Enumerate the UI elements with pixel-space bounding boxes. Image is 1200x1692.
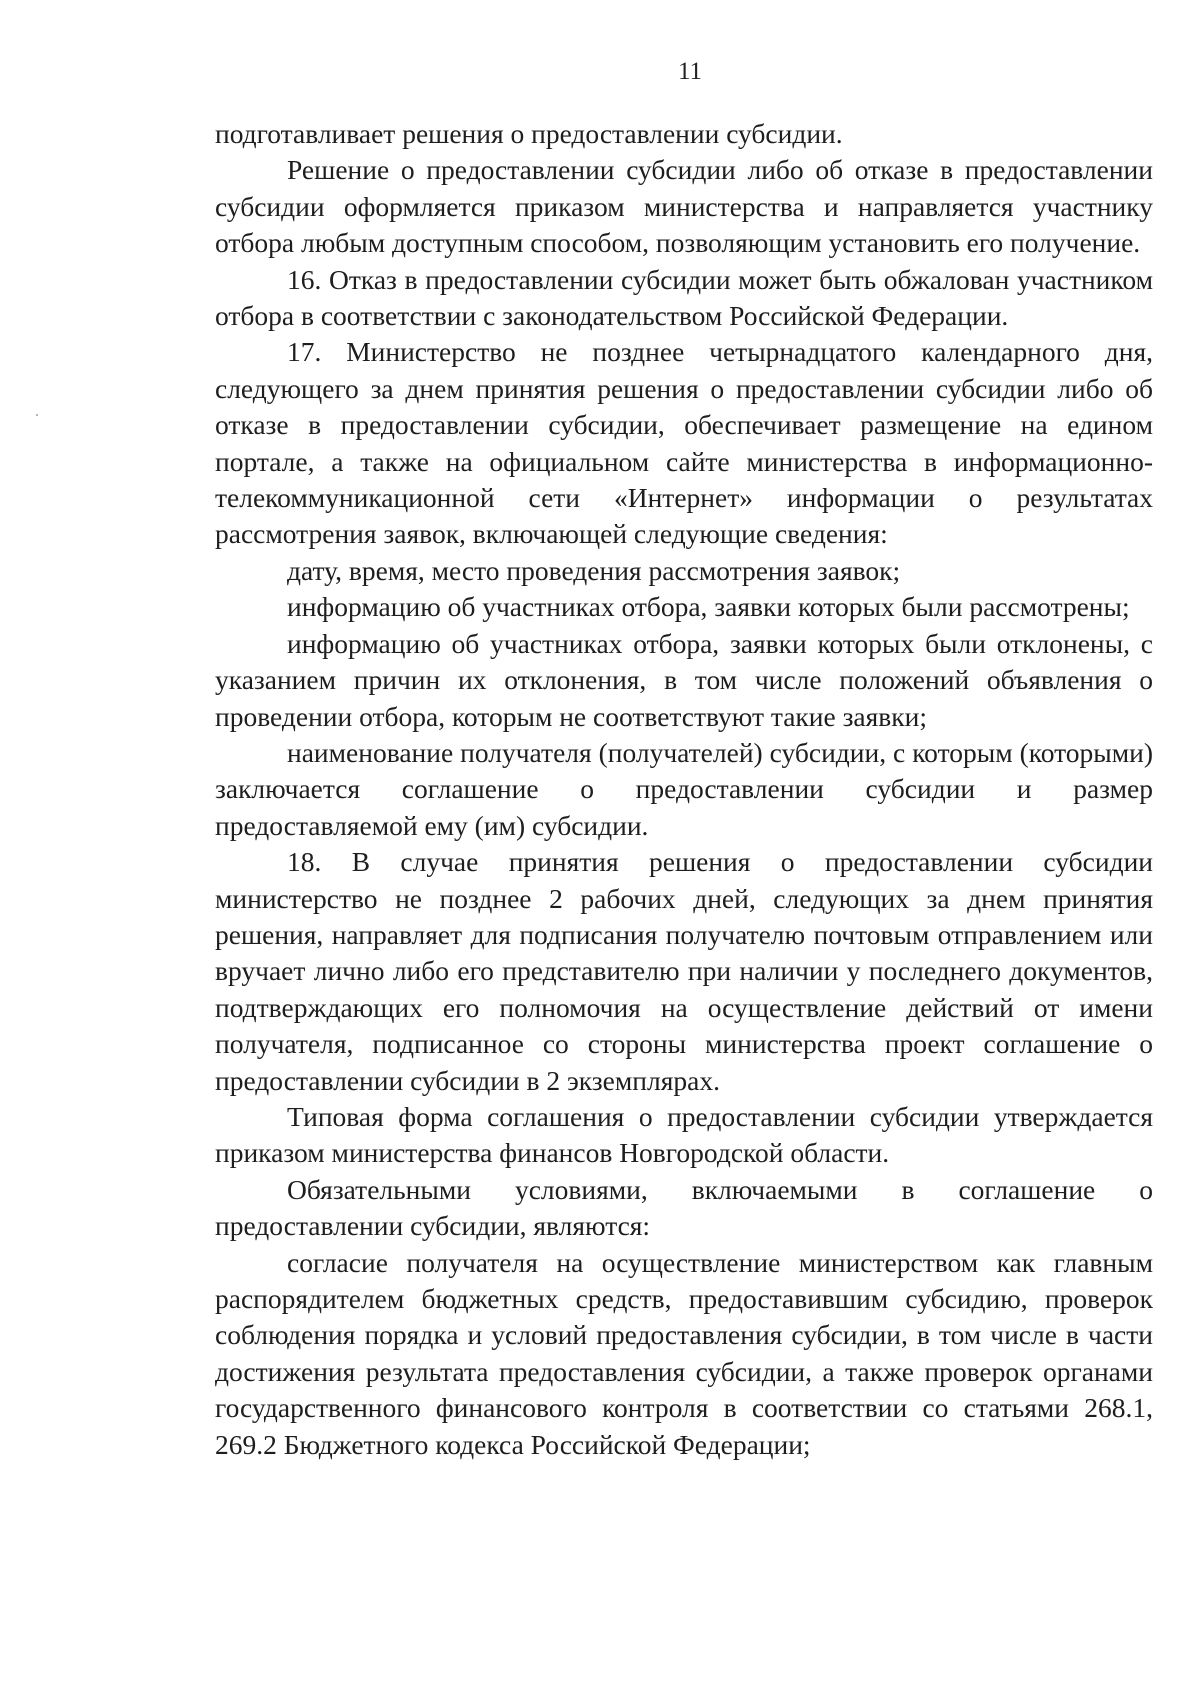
paragraph: Обязательными условиями, включаемыми в соглашение о предоставлении субсидии, являются: [215,1173,1153,1242]
page-number: 11 [677,58,703,85]
list-item: информацию об участниках отбора, заявки которых были отклонены, с указанием причин их отклонения, в том числе положений объявления о проведении отбора, которым не соответствуют такие заявки; [215,627,1153,732]
paragraph-item-18: 18. В случае принятия решения о предоставлении субсидии министерство не позднее 2 рабочих дней, следующих за днем принятия решения, направляет для подписания получателю почтовым отправлением или вручает лично либо его представителю при наличии у последнего документов, подтверждающих его полномочия на осуществление действий от имени получателя, подписанное со стороны министерства проект соглашение о предоставлении субсидии в 2 экземплярах. [215,846,1153,1096]
list-item: согласие получателя на осуществление министерством как главным распорядителем бюджетных средств, предоставившим субсидию, проверок соблюдения порядка и условий предоставления субсидии, в том числе в части достижения результата предоставления субсидии, а также проверок органами государственного финансового контроля в соответствии со статьями 268.1, 269.2 Бюджетного кодекса Российской Федерации; [215,1246,1153,1460]
list-item: информацию об участниках отбора, заявки которых были рассмотрены; [287,591,1130,623]
list-item: наименование получателя (получателей) субсидии, с которым (которыми) заключается соглашение о предоставлении субсидии и размер предоставляемой ему (им) субсидии. [215,736,1153,841]
paragraph: Типовая форма соглашения о предоставлении субсидии утверждается приказом министерства финансов Новгородской области. [215,1100,1153,1169]
document-body [215,116,1153,1463]
scan-speck [36,414,38,416]
paragraph: подготавливает решения о предоставлении субсидии. [215,118,843,149]
list-item: дату, время, место проведения рассмотрения заявок; [287,554,901,586]
paragraph-item-17: 17. Министерство не позднее четырнадцатого календарного дня, следующего за днем принятия решения о предоставлении субсидии либо об отказе в предоставлении субсидии, обеспечивает размещение на едином портале, а также на официальном сайте министерства в информационно-телекоммуникационной сети «Интернет» информации о результатах рассмотрения заявок, включающей следующие сведения: [215,336,1153,550]
paragraph-item-16: 16. Отказ в предоставлении субсидии может быть обжалован участником отбора в соответствии с законодательством Российской Федерации. [215,263,1153,332]
paragraph: Решение о предоставлении субсидии либо об отказе в предоставлении субсидии оформляется приказом министерства и направляется участнику отбора любым доступным способом, позволяющим установить его получение. [215,154,1153,259]
